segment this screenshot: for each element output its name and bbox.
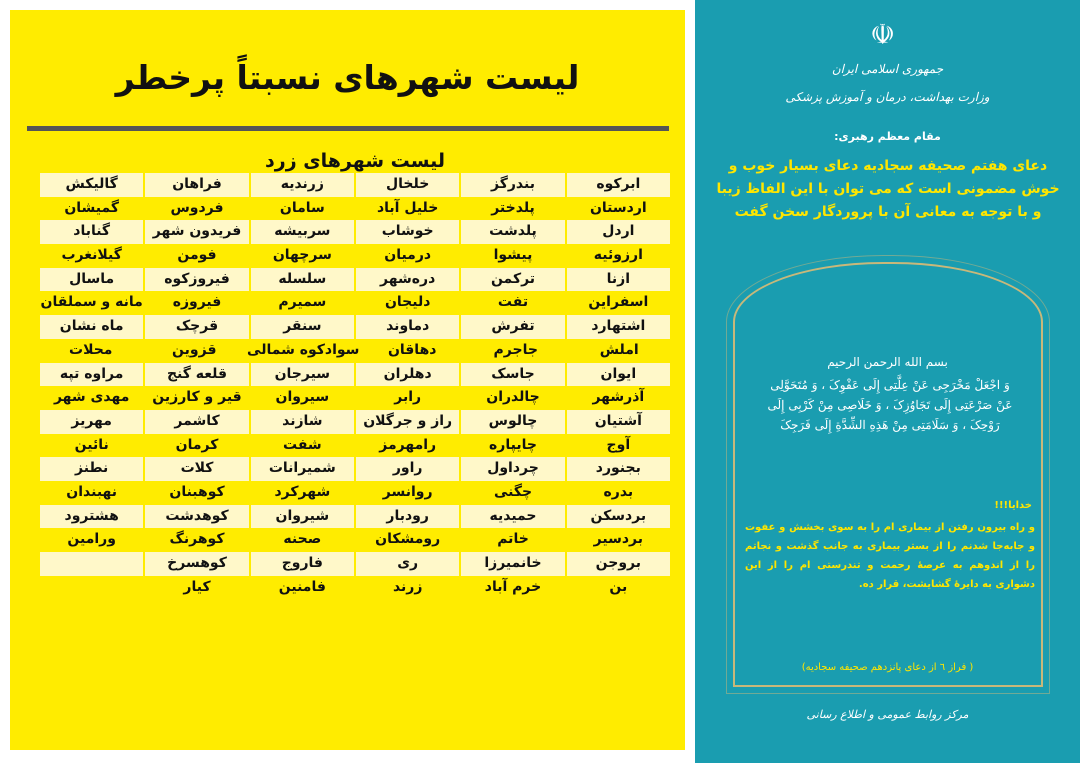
city-cell: سیروان <box>251 386 354 410</box>
city-cell: کرمان <box>145 434 248 458</box>
city-cell: خلخال <box>356 173 459 197</box>
table-row <box>40 552 670 576</box>
city-cell: دهاقان <box>361 339 463 363</box>
table-row <box>40 528 670 552</box>
city-cell: ازنا <box>567 268 670 292</box>
city-cell: کلات <box>145 457 248 481</box>
city-cell: شهرکرد <box>251 481 354 505</box>
city-cell <box>40 552 143 576</box>
table-row <box>40 173 670 197</box>
table-row <box>40 268 670 292</box>
city-cell: بروجن <box>567 552 670 576</box>
city-cell: کوهرنگ <box>145 528 248 552</box>
page-title: لیست شهرهای نسبتاً پرخطر <box>115 58 580 97</box>
table-row <box>40 291 670 315</box>
city-cell: پلدشت <box>461 220 564 244</box>
city-cell: راور <box>356 457 459 481</box>
city-cell: سوادکوه شمالی <box>247 339 359 363</box>
city-cell: رومشکان <box>356 528 459 552</box>
table-row <box>40 244 670 268</box>
yellow-cities-panel <box>10 10 685 750</box>
city-cell: بن <box>567 576 670 600</box>
city-cell: خرم آباد <box>461 576 564 600</box>
city-cell: گمیشان <box>40 197 143 221</box>
city-cell: اشتهارد <box>567 315 670 339</box>
city-cell: رودبار <box>356 505 459 529</box>
city-cell: روانسر <box>356 481 459 505</box>
city-cell: نهبندان <box>40 481 143 505</box>
city-cell: چالوس <box>461 410 564 434</box>
table-row <box>40 386 670 410</box>
city-cell: اردل <box>567 220 670 244</box>
city-cell: ارزوئیه <box>567 244 670 268</box>
city-cell: دماوند <box>356 315 459 339</box>
city-cell: آذرشهر <box>567 386 670 410</box>
city-cell: آوج <box>567 434 670 458</box>
city-cell: سامان <box>251 197 354 221</box>
city-cell: بجنورد <box>567 457 670 481</box>
city-cell: تفرش <box>461 315 564 339</box>
city-cell: پیشوا <box>461 244 564 268</box>
table-row <box>40 339 670 363</box>
city-cell: ابرکوه <box>567 173 670 197</box>
city-cell: شازند <box>251 410 354 434</box>
city-cell: آشتیان <box>567 410 670 434</box>
city-cell: رابر <box>356 386 459 410</box>
city-cell: نائین <box>40 434 143 458</box>
city-cell: سربیشه <box>251 220 354 244</box>
city-cell: بردسکن <box>567 505 670 529</box>
city-cell: کیار <box>145 576 248 600</box>
city-cell: گناباد <box>40 220 143 244</box>
city-cell: قلعه گنج <box>145 363 248 387</box>
dua-source: ( فراز ٦ از دعای پانزدهم صحیفه سجادیه) <box>801 662 974 673</box>
city-cell: تفت <box>461 291 564 315</box>
ornamental-frame <box>733 262 1043 687</box>
city-cell: بردسیر <box>567 528 670 552</box>
city-cell: سمیرم <box>251 291 354 315</box>
city-cell: سنقر <box>251 315 354 339</box>
city-cell: زرندیه <box>251 173 354 197</box>
city-cell: چالدران <box>461 386 564 410</box>
city-cell: ایوان <box>567 363 670 387</box>
city-cell <box>40 576 143 600</box>
table-row <box>40 457 670 481</box>
city-cell: جاجرم <box>465 339 567 363</box>
republic-label: جمهوری اسلامی ایران <box>831 62 944 76</box>
city-cell: ماه نشان <box>40 315 143 339</box>
city-cell: فیروزه <box>145 291 248 315</box>
city-cell: جاسک <box>461 363 564 387</box>
city-cell: فراهان <box>145 173 248 197</box>
city-cell: قیر و کارزین <box>145 386 248 410</box>
ministry-label: وزارت بهداشت، درمان و آموزش پزشکی <box>785 90 990 104</box>
city-cell: خانمیرزا <box>461 552 564 576</box>
city-cell: کوهسرخ <box>145 552 248 576</box>
city-cell: قزوین <box>144 339 246 363</box>
city-cell: فامنین <box>251 576 354 600</box>
city-cell: فیروزکوه <box>145 268 248 292</box>
city-cell: زرند <box>356 576 459 600</box>
city-cell: شفت <box>251 434 354 458</box>
city-cell: چرداول <box>461 457 564 481</box>
city-cell: دره‌شهر <box>356 268 459 292</box>
city-cell: هشترود <box>40 505 143 529</box>
city-cell: محلات <box>40 339 142 363</box>
city-cell: ماسال <box>40 268 143 292</box>
city-cell: کوهبنان <box>145 481 248 505</box>
city-cell: اردستان <box>567 197 670 221</box>
dua-text: وَ اجْعَلْ مَخْرَجِی عَنْ عِلَّتِی إِلَی عَفْوِکَ ، وَ مُتَحَوَّلِی عَنْ صَرْعَتِی إِلَی تَجَاوُزِکَ ، وَ خَلَاصِی مِنْ کَرْبِی إِلَی رَوْحِکَ ، وَ سَلَامَتِی مِنْ هَذِهِ الشِّدَّةِ إِلَی فَرَجِکَ <box>767 378 1013 432</box>
city-cell: فومن <box>145 244 248 268</box>
table-row <box>40 220 670 244</box>
city-cell: مهدی شهر <box>40 386 143 410</box>
city-cell: شیروان <box>251 505 354 529</box>
city-cell: صحنه <box>251 528 354 552</box>
city-cell: سیرجان <box>251 363 354 387</box>
cities-table <box>40 173 670 599</box>
city-cell: مهریز <box>40 410 143 434</box>
table-row <box>40 410 670 434</box>
city-cell: فاروج <box>251 552 354 576</box>
city-cell: اسفراین <box>567 291 670 315</box>
city-cell: خاتم <box>461 528 564 552</box>
table-row <box>40 363 670 387</box>
city-cell: قرچک <box>145 315 248 339</box>
ministry-panel <box>695 0 1080 763</box>
khodaya-heading: خدایا!!! <box>994 500 1032 511</box>
city-cell: رامهرمز <box>356 434 459 458</box>
city-cell: حمیدیه <box>461 505 564 529</box>
table-title: لیست شهرهای زرد <box>265 150 445 172</box>
table-row <box>40 315 670 339</box>
city-cell: پلدختر <box>461 197 564 221</box>
table-row <box>40 197 670 221</box>
divider <box>27 126 669 131</box>
city-cell: کاشمر <box>145 410 248 434</box>
city-cell: دلیجان <box>356 291 459 315</box>
bismillah: بسم الله الرحمن الرحيم <box>827 355 948 369</box>
city-cell: درمیان <box>356 244 459 268</box>
footer-label: مرکز روابط عمومی و اطلاع رسانی <box>806 708 969 721</box>
city-cell: املش <box>568 339 670 363</box>
prayer-translation: و راه بیرون رفتن از بیماری ام را به سوی بخشش و عفوت و جابه‌جا شدنم را از بستر بیماری به جانب گذشت و نجاتم را از اندوهم به عرصهٔ رحمت و تندرستی ام را از این دشواری به دایرهٔ گشایشت، قرار ده. <box>745 522 1035 590</box>
city-cell: راز و جرگلان <box>356 410 459 434</box>
city-cell: خوشاب <box>356 220 459 244</box>
leader-label: مقام معظم رهبری: <box>834 130 941 143</box>
city-cell: دهلران <box>356 363 459 387</box>
city-cell: کوهدشت <box>145 505 248 529</box>
table-row <box>40 434 670 458</box>
city-cell: سرچهان <box>251 244 354 268</box>
city-cell: گالیکش <box>40 173 143 197</box>
iran-emblem-icon: ☫ <box>870 18 896 51</box>
table-row <box>40 481 670 505</box>
city-cell: نطنز <box>40 457 143 481</box>
city-cell: گیلانغرب <box>40 244 143 268</box>
city-cell: فردوس <box>145 197 248 221</box>
city-cell: شمیرانات <box>251 457 354 481</box>
city-cell: بندرگز <box>461 173 564 197</box>
city-cell: بدره <box>567 481 670 505</box>
city-cell: ترکمن <box>461 268 564 292</box>
city-cell: مراوه تپه <box>40 363 143 387</box>
city-cell: مانه و سملقان <box>40 291 143 315</box>
city-cell: چایپاره <box>461 434 564 458</box>
city-cell: خلیل آباد <box>356 197 459 221</box>
city-cell: سلسله <box>251 268 354 292</box>
city-cell: چگنی <box>461 481 564 505</box>
city-cell: ری <box>356 552 459 576</box>
table-row <box>40 576 670 600</box>
leader-quote: دعای هفتم صحیفه سجادیه دعای بسیار خوب و خوش مضمونی است که می توان با این الفاظ زیبا و با توجه به معانی آن با پروردگار سخن گفت <box>716 158 1060 220</box>
city-cell: فریدون شهر <box>145 220 248 244</box>
city-cell: ورامین <box>40 528 143 552</box>
table-row <box>40 505 670 529</box>
